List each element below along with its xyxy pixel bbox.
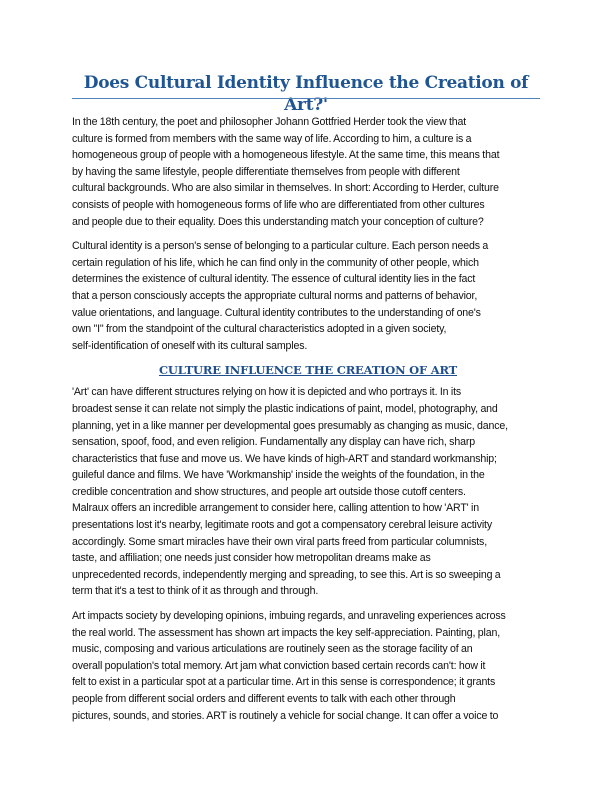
text-line: certain regulation of his life, which he can find only in the community of other people, which <box>72 256 479 269</box>
text-line: music, composing and various articulations are routinely seen as the storage facility of an <box>72 643 473 656</box>
text-line: and people due to their equality. Does this understanding match your conception of culture? <box>72 215 484 228</box>
text-line: guileful dance and films. We have 'Workmanship' inside the weights of the foundation, in the <box>72 469 485 482</box>
text-line: characteristics that fuse and move us. We have kinds of high-ART and standard workmanship; <box>72 452 497 465</box>
text-line: the real world. The assessment has shown art impacts the key self-appreciation. Painting, plan, <box>72 626 500 639</box>
paragraph-herder <box>72 114 544 230</box>
text-line: felt to exist in a particular spot at a particular time. Art in this sense is correspondence; it grants <box>72 676 496 689</box>
text-line: sensation, spoof, food, and even religion. Fundamentally any display can have rich, sharp <box>72 436 475 449</box>
text-line: determines the existence of cultural identity. The essence of cultural identity lies in the fact <box>72 273 476 286</box>
text-line: consists of people with homogeneous forms of life who are differentiated from other cultures <box>72 198 485 211</box>
text-line: 'Art' can have different structures relying on how it is depicted and who portrays it. In its <box>72 386 462 399</box>
text-line: self-identification of oneself with its cultural samples. <box>72 339 308 352</box>
text-line: presentations lost it's nearby, legitimate roots and got a compensatory cerebral leisure activity <box>72 519 493 532</box>
text-line: taste, and affiliation; one needs just consider how metropolitan dreams make as <box>72 552 431 565</box>
text-line: culture is formed from members with the same way of life. According to him, a culture is a <box>72 132 472 145</box>
document-body <box>72 114 544 732</box>
text-line: Malraux offers an incredible arrangement to consider here, calling attention to how 'ART' in <box>72 502 479 515</box>
text-line: value orientations, and language. Cultural identity contributes to the understanding of one's <box>72 306 481 319</box>
paragraph-art-impacts <box>72 608 544 724</box>
text-line: homogeneous group of people with a homogeneous lifestyle. At the same time, this means that <box>72 149 500 162</box>
text-line: accordingly. Some smart miracles have their own viral parts freed from particular columnists, <box>72 535 487 548</box>
text-line: own "I" from the standpoint of the cultural characteristics adopted in a given society, <box>72 323 447 336</box>
section-heading: CULTURE INFLUENCE THE CREATION OF ART <box>158 363 458 378</box>
text-line: overall population's total memory. Art jam what conviction based certain records can't: how it <box>72 659 486 672</box>
page-title: Does Cultural Identity Influence the Creation of Art?' <box>83 73 529 115</box>
title-underline-rule <box>72 98 540 99</box>
text-line: In the 18th century, the poet and philosopher Johann Gottfried Herder took the view that <box>72 116 467 128</box>
text-line: unprecedented records, independently merging and spreading, to see this. Art is so sweeping a <box>72 568 501 581</box>
text-line: pictures, sounds, and stories. ART is routinely a vehicle for social change. It can offer a voice to <box>72 709 499 722</box>
text-line: Art impacts society by developing opinions, imbuing regards, and unraveling experiences across <box>72 610 506 623</box>
text-line: credible concentration and show structures, and people art outside those cutoff centers. <box>72 485 466 498</box>
text-line: planning, yet in a like manner per developmental goes presumably as changing as music, dance, <box>72 419 508 432</box>
paragraph-art-structures <box>72 384 544 600</box>
text-line: term that it's a test to think of it as through and through. <box>72 585 319 598</box>
text-line: Cultural identity is a person's sense of belonging to a particular culture. Each person needs a <box>72 240 489 253</box>
text-line: by having the same lifestyle, people differentiate themselves from people with different <box>72 165 460 178</box>
text-line: broadest sense it can relate not simply the plastic indications of paint, model, photography, and <box>72 402 498 415</box>
text-line: cultural backgrounds. Who are also similar in themselves. In short: According to Herder, culture <box>72 182 499 195</box>
paragraph-cultural-identity <box>72 238 544 354</box>
text-line: people from different social orders and different events to talk with each other through <box>72 693 456 705</box>
text-line: that a person consciously accepts the appropriate cultural norms and patterns of behavior, <box>72 289 478 302</box>
